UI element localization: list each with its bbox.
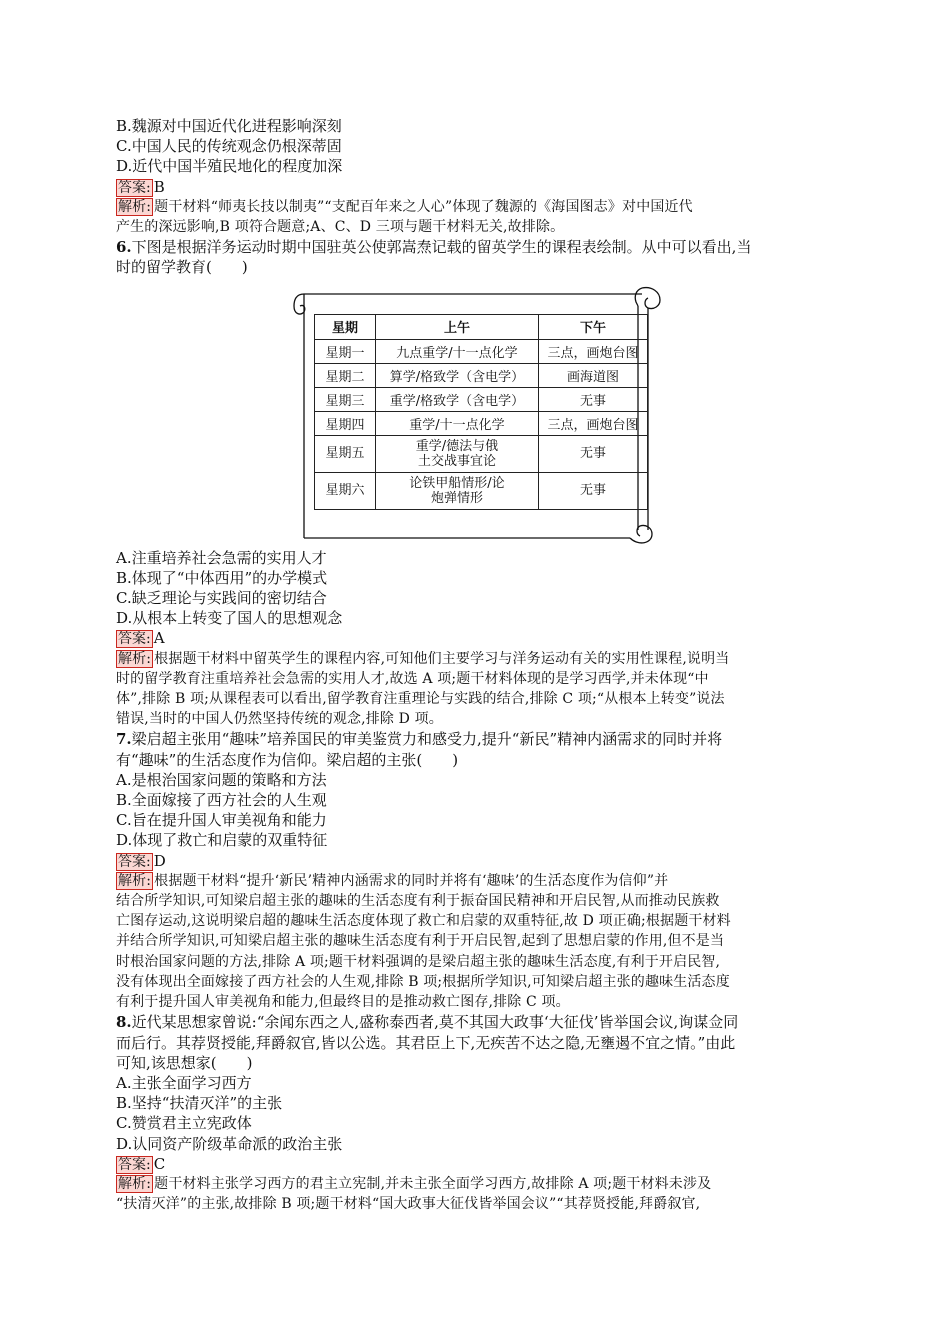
q7-option-d: D.体现了救亡和启蒙的双重特征 (116, 831, 328, 850)
q6-analysis-line-4: 错误,当时的中国人仍然坚持传统的观念,排除 D 项。 (116, 711, 443, 728)
q6-option-d: D.从根本上转变了国人的思想观念 (116, 609, 343, 628)
answer-tag: 答案: (118, 1156, 151, 1173)
table-row: 星期二 算学/格致学（含电学） 画海道图 (315, 363, 648, 387)
answer-value: B (153, 177, 165, 196)
q5-analysis-line-2: 产生的深远影响,B 项符合题意;A、C、D 三项与题干材料无关,故排除。 (116, 219, 565, 236)
q7-option-a: A.是根治国家问题的策略和方法 (116, 770, 327, 789)
table-header-row: 星期 上午 下午 (315, 314, 648, 339)
q6-analysis-line-1: 解析: 根据题干材料中留英学生的课程内容,可知他们主要学习与洋务运动有关的实用性课程,说明当 (118, 650, 730, 667)
q5-option-c: C.中国人民的传统观念仍根深蒂固 (116, 137, 342, 156)
schedule-scroll-figure (290, 284, 666, 548)
answer-tag: 答案: (118, 631, 151, 648)
q8-stem-line-2: 而后行。其荐贤授能,拜爵叙官,皆以公选。其君臣上下,无疾苦不达之隐,无壅遏不宜之情。”由此 (116, 1033, 736, 1052)
analysis-tag: 解析: (118, 872, 152, 889)
table-row: 星期三 重学/格致学（含电学） 无事 (315, 387, 648, 411)
q7-answer: 答案: D (118, 851, 166, 870)
q8-analysis-line-1: 解析: 题干材料主张学习西方的君主立宪制,并未主张全面学习西方,故排除 A 项;题干材料未涉及 (118, 1175, 712, 1192)
q5-answer (116, 177, 836, 197)
q7-stem-line-1: 7.梁启超主张用“趣味”培养国民的审美鉴赏力和感受力,提升“新民”精神内涵需求的同时并将 (116, 730, 723, 749)
q7-option-b: B.全面嫁接了西方社会的人生观 (116, 791, 327, 810)
q7-option-c: C.旨在提升国人审美视角和能力 (116, 811, 327, 830)
q8-analysis-line-2: “扶清灭洋”的主张,故排除 B 项;题干材料“国大政事大征伐皆举国会议”“其荐贤授能,拜爵叙官, (116, 1196, 701, 1213)
q6-option-c: C.缺乏理论与实践间的密切结合 (116, 589, 327, 608)
answer-tag: 答案: (118, 853, 151, 870)
table-row: 星期一 九点重学/十一点化学 三点，画炮台图 (315, 339, 648, 363)
analysis-tag: 解析: (118, 1175, 152, 1192)
q6-option-a: A.注重培养社会急需的实用人才 (116, 548, 327, 567)
q8-stem-line-1: 8.近代某思想家曾说:“余闻东西之人,盛称泰西者,莫不其国大政事‘大征伐’皆举国会议,询谋佥同 (116, 1013, 739, 1032)
table-row: 星期六 论铁甲船情形/论 炮弹情形 无事 (315, 472, 648, 509)
q5-analysis-line-1: 解析: 题干材料“师夷长技以制夷”“支配百年来之人心”体现了魏源的《海国图志》对中国近代 (118, 198, 693, 215)
q6-stem-line-2: 时的留学教育( ) (116, 258, 248, 277)
q7-stem-line-2: 有“趣味”的生活态度作为信仰。梁启超的主张( ) (116, 750, 459, 769)
q8-option-c: C.赞赏君主立宪政体 (116, 1114, 252, 1133)
schedule-table (314, 314, 648, 510)
document-page (116, 116, 836, 1214)
q6-analysis-line-2: 时的留学教育注重培养社会急需的实用人才,故选 A 项;题干材料体现的是学习西学,并未体现“中 (116, 670, 709, 687)
q5-option-b: B.魏源对中国近代化进程影响深刻 (116, 117, 342, 135)
analysis-tag: 解析: (118, 198, 152, 215)
table-row: 星期四 重学/十一点化学 三点，画炮台图 (315, 411, 648, 435)
q7-analysis-line-1: 解析: 根据题干材料“提升‘新民’精神内涵需求的同时并将有‘趣味’的生活态度作为信仰”并 (118, 872, 669, 889)
q7-analysis-line-3: 亡图存运动,这说明梁启超的趣味生活态度体现了救亡和启蒙的双重特征,故 D 项正确;根据题干材料 (116, 913, 731, 930)
analysis-tag: 解析: (118, 650, 152, 667)
q6-answer: 答案: A (118, 629, 165, 648)
q7-analysis-line-5: 时根治国家问题的方法,排除 A 项;题干材料强调的是梁启超主张的趣味生活态度,有利于开启民智, (116, 953, 721, 970)
q5-option-d: D.近代中国半殖民地化的程度加深 (116, 157, 343, 176)
q6-stem-line-1: 6.下图是根据洋务运动时期中国驻英公使郭嵩焘记载的留英学生的课程表绘制。从中可以看出,当 (116, 238, 752, 257)
q8-answer: 答案: C (118, 1154, 166, 1173)
q8-option-d: D.认同资产阶级革命派的政治主张 (116, 1134, 343, 1153)
q7-analysis-line-2: 结合所学知识,可知梁启超主张的趣味的生活态度有利于振奋国民精神和开启民智,从而推动民族救 (116, 893, 720, 910)
q7-analysis-line-6: 没有体现出全面嫁接了西方社会的人生观,排除 B 项;根据所学知识,可知梁启超主张的趣味生活态度 (116, 973, 730, 990)
q8-stem-line-3: 可知,该思想家( ) (116, 1053, 253, 1072)
table-row: 星期五 重学/德法与俄 土交战事宜论 无事 (315, 435, 648, 472)
answer-tag: 答案: (118, 179, 151, 196)
q8-option-a: A.主张全面学习西方 (116, 1073, 252, 1092)
q8-option-b: B.坚持“扶清灭洋”的主张 (116, 1094, 283, 1113)
q6-option-b: B.体现了“中体西用”的办学模式 (116, 568, 328, 587)
q6-analysis-line-3: 体”,排除 B 项;从课程表可以看出,留学教育注重理论与实践的结合,排除 C 项;“从根本上转变”说法 (116, 691, 725, 708)
q7-analysis-line-7: 有利于提升国人审美视角和能力,但最终目的是推动救亡图存,排除 C 项。 (116, 994, 570, 1011)
q7-analysis-line-4: 并结合所学知识,可知梁启超主张的趣味生活态度有利于开启民智,起到了思想启蒙的作用,但不是当 (116, 933, 725, 950)
